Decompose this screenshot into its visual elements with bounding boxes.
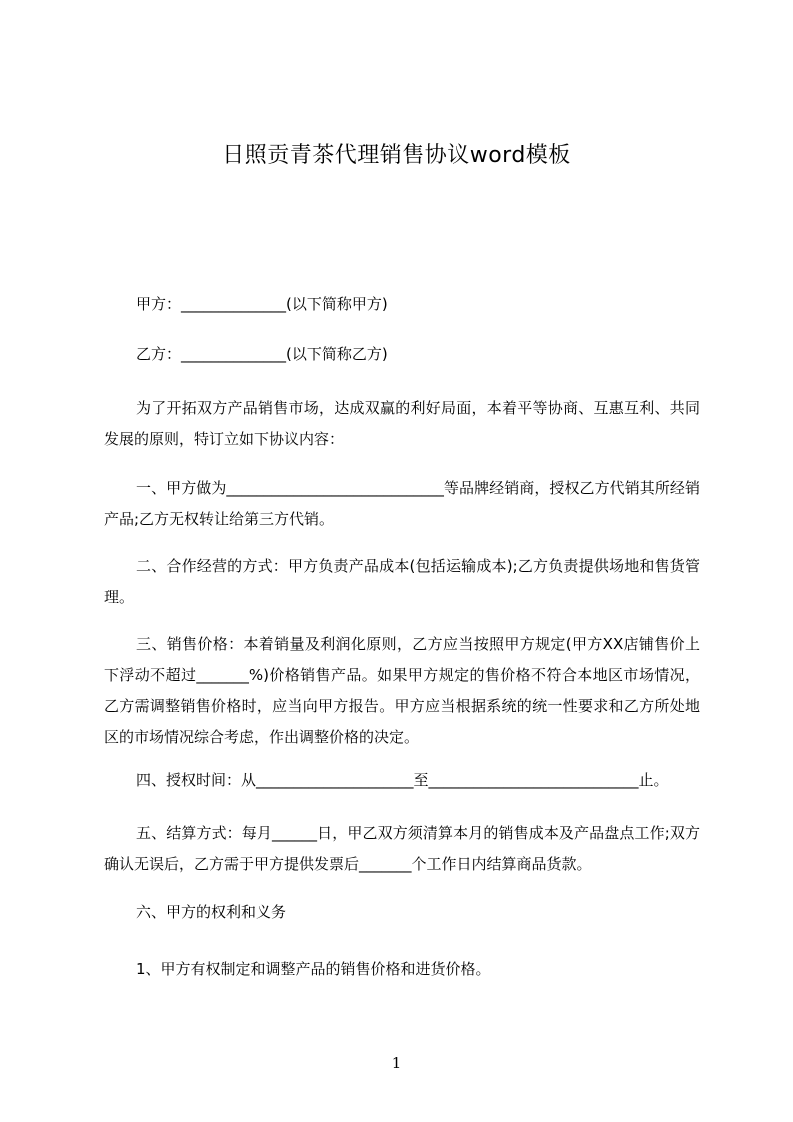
party-b-line: 乙方：______________(以下简称乙方) — [136, 345, 388, 363]
clause-1-paragraph: 一、甲方做为_____________________________等品牌经销商，授权乙方代销其所经销产品;乙方无权转让给第三方代销。 — [104, 479, 700, 528]
clause-4-paragraph: 四、授权时间：从_____________________至____________________________止。 — [136, 771, 669, 789]
preamble-paragraph: 为了开拓双方产品销售市场，达成双赢的利好局面，本着平等协商、互惠互利、共同发展的原则，特订立如下协议内容： — [104, 399, 700, 448]
clause-2-paragraph: 二、合作经营的方式：甲方负责产品成本(包括运输成本);乙方负责提供场地和售货管理。 — [104, 557, 700, 606]
document-title: 日照贡青茶代理销售协议word模板 — [222, 143, 571, 168]
clause-6-item-1: 1、甲方有权制定和调整产品的销售价格和进货价格。 — [136, 960, 491, 978]
page-number: 1 — [391, 1054, 402, 1072]
clause-3-paragraph: 三、销售价格：本着销量及利润化原则，乙方应当按照甲方规定(甲方XX店铺售价上下浮动不超过_______%)价格销售产品。如果甲方规定的售价格不符合本地区市场情况，乙方需调整销售价格时，应当向甲方报告。甲方应当根据系统的统一性要求和乙方所处地区的市场情况综合考虑，作出调整价格的决定。 — [104, 635, 700, 746]
party-a-line: 甲方：______________(以下简称甲方) — [136, 295, 388, 313]
clause-6-heading: 六、甲方的权利和义务 — [136, 903, 287, 921]
clause-5-paragraph: 五、结算方式：每月______日，甲乙双方须清算本月的销售成本及产品盘点工作;双方确认无误后，乙方需于甲方提供发票后_______个工作日内结算商品货款。 — [104, 824, 700, 873]
